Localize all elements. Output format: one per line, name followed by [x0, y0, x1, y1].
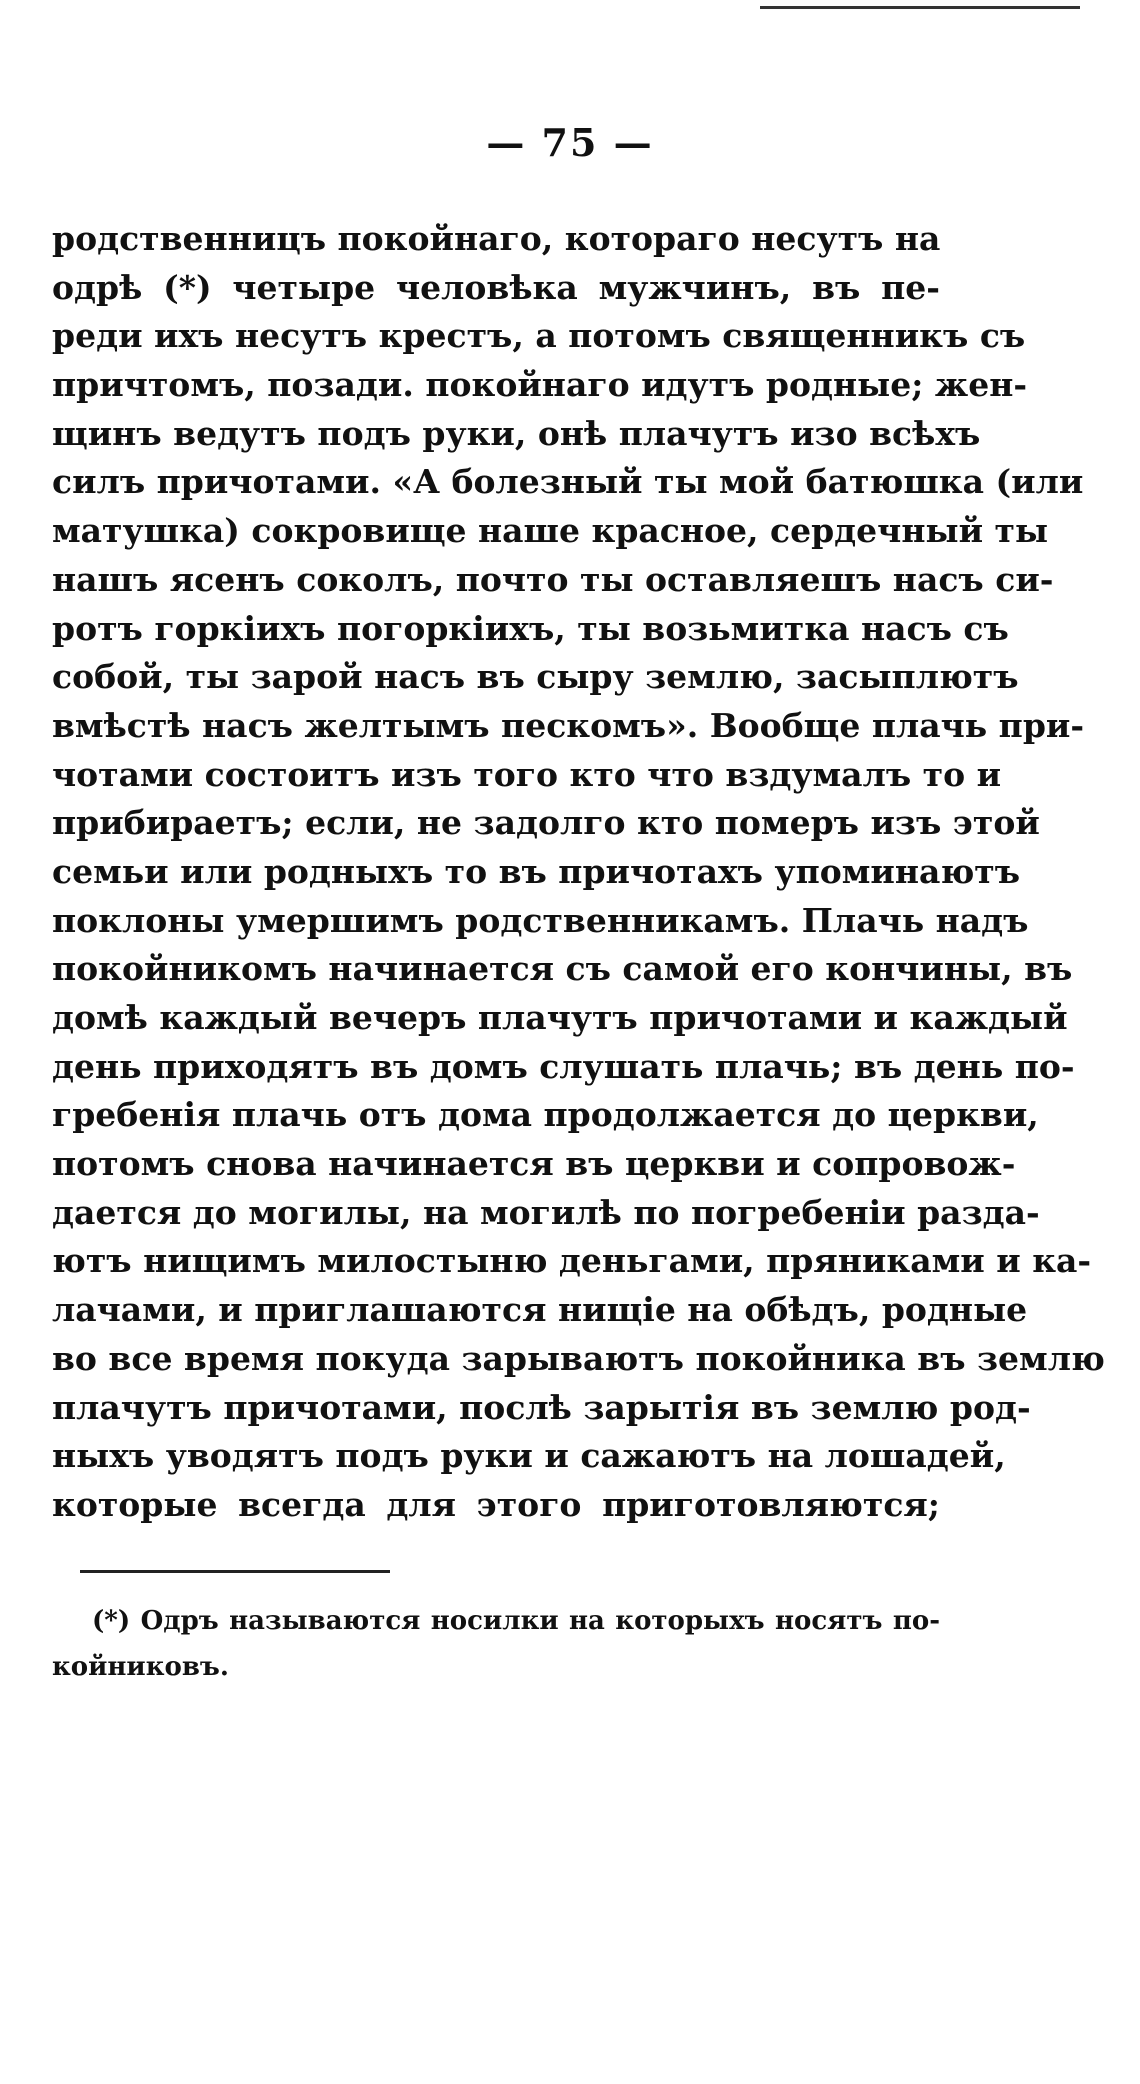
text-line: дается до могилы, на могилѣ по погребеніи разда- [52, 1192, 1040, 1232]
text-line: собой, ты зарой насъ въ сыру землю, засыплютъ [52, 657, 1019, 697]
text-line: гребенія плачь отъ дома продолжается до церкви, [52, 1095, 1039, 1135]
top-edge-rule [760, 0, 1080, 9]
text-line: поклоны умершимъ родственникамъ. Плачь надъ [52, 900, 1029, 940]
text-line: реди ихъ несутъ крестъ, а потомъ священникъ съ [52, 316, 1026, 356]
footnote-line: (*) Одръ называются носилки на которыхъ носятъ по- [92, 1606, 940, 1636]
body-text [52, 215, 1105, 1530]
text-line: прибираетъ; если, не задолго кто померъ изъ этой [52, 803, 1040, 843]
text-line: семьи или родныхъ то въ причотахъ упоминаютъ [52, 851, 1021, 891]
footnote-divider [80, 1570, 390, 1573]
text-line: которые всегда для этого приготовляются; [52, 1484, 940, 1524]
text-line: ютъ нищимъ милостыню деньгами, пряниками и ка- [52, 1241, 1092, 1281]
text-line: чотами состоитъ изъ того кто что вздумалъ то и [52, 754, 1002, 794]
text-line: одрѣ (*) четыре человѣка мужчинъ, въ пе- [52, 267, 940, 307]
text-line: потомъ снова начинается въ церкви и сопровож- [52, 1144, 1016, 1184]
text-line: причтомъ, позади. покойнаго идутъ родные; жен- [52, 365, 1028, 405]
text-line: вмѣстѣ насъ желтымъ пескомъ». Вообще плачь при- [52, 705, 1085, 745]
text-line: щинъ ведутъ подъ руки, онѣ плачутъ изо всѣхъ [52, 413, 981, 453]
text-line: во все время покуда зарываютъ покойника въ землю [52, 1338, 1105, 1378]
text-line: матушка) сокровище наше красное, сердечный ты [52, 511, 1049, 551]
text-line: день приходятъ въ домъ слушать плачь; въ день по- [52, 1046, 1075, 1086]
page-number: — 75 — [486, 120, 654, 165]
text-line: домѣ каждый вечеръ плачутъ причотами и каждый [52, 998, 1068, 1037]
text-line: плачутъ причотами, послѣ зарытія въ землю род- [52, 1387, 1031, 1427]
text-line: лачами, и приглашаются нищіе на обѣдъ, родные [52, 1290, 1028, 1330]
text-line: родственницъ покойнаго, котораго несутъ на [52, 219, 941, 258]
text-line: силъ причотами. «А болезный ты мой батюшка (или [52, 462, 1084, 502]
text-line: ныхъ уводятъ подъ руки и сажаютъ на лошадей, [52, 1436, 1006, 1476]
text-line: покойникомъ начинается съ самой его кончины, въ [52, 949, 1073, 989]
text-line: нашъ ясенъ соколъ, почто ты оставляешъ насъ си- [52, 559, 1054, 599]
footnote-line: койниковъ. [52, 1652, 229, 1682]
text-line: ротъ горкіихъ погоркіихъ, ты возьмитка насъ съ [52, 608, 1009, 648]
footnote [52, 1598, 940, 1690]
